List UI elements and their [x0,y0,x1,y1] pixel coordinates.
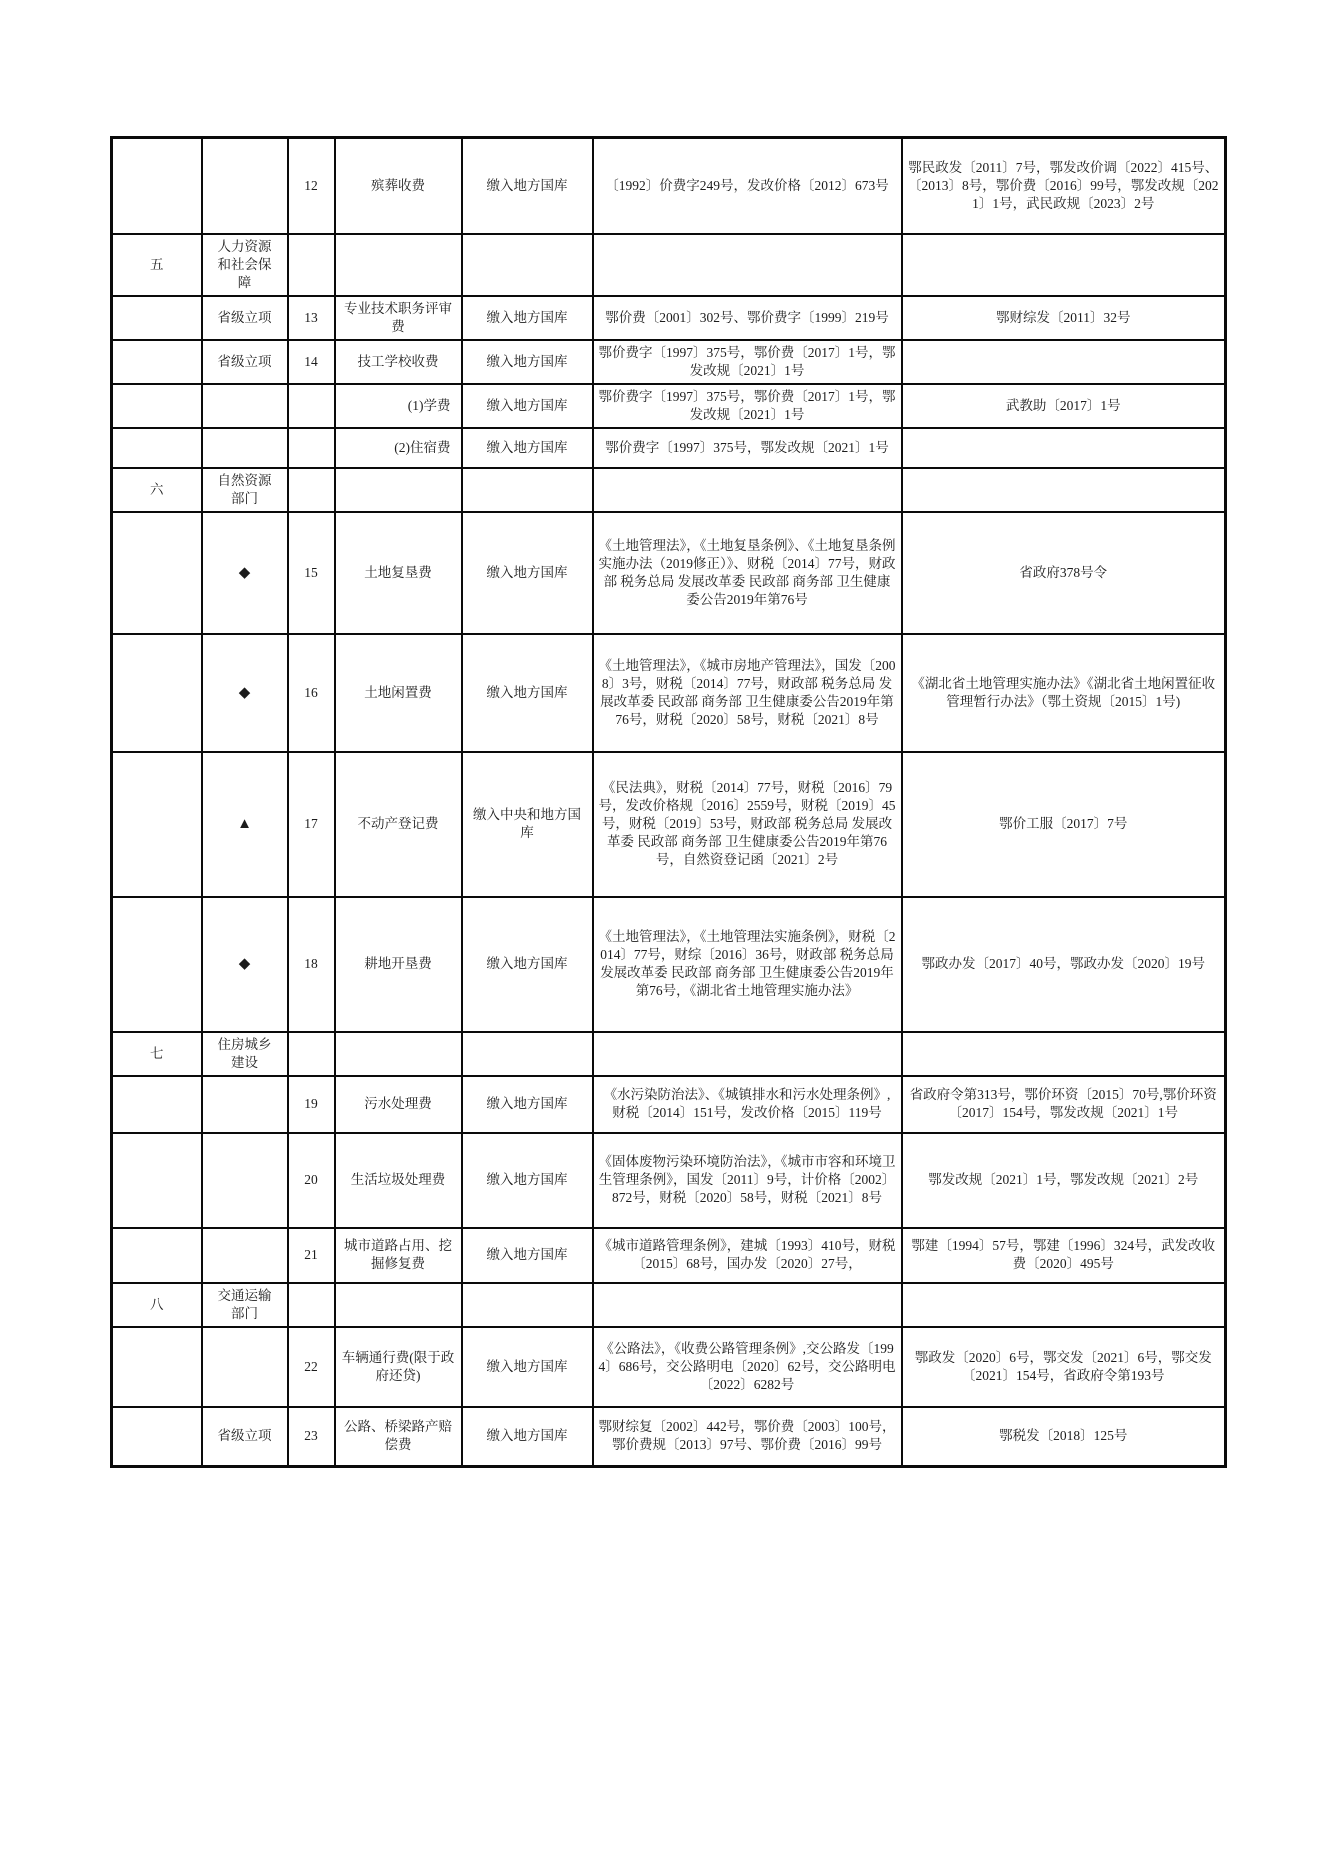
approval-docs-cell: 省政府378号令 [902,512,1226,634]
approval-docs-cell: 鄂政办发〔2017〕40号，鄂政办发〔2020〕19号 [902,897,1226,1032]
policy-basis-cell [593,1283,902,1327]
section-number-cell [112,138,202,234]
section-number-cell [112,384,202,428]
section-number-cell [112,752,202,897]
section-number-cell: 五 [112,234,202,296]
approval-docs-cell [902,428,1226,468]
approval-docs-cell [902,234,1226,296]
policy-basis-cell: 鄂财综复〔2002〕442号，鄂价费〔2003〕100号，鄂价费规〔2013〕97号、鄂价费〔2016〕99号 [593,1407,902,1467]
approval-docs-cell: 鄂价工服〔2017〕7号 [902,752,1226,897]
section-number-cell [112,1407,202,1467]
fee-name-cell: 污水处理费 [335,1076,462,1133]
approval-docs-cell: 鄂发改规〔2021〕1号，鄂发改规〔2021〕2号 [902,1133,1226,1228]
policy-basis-cell: 〔1992〕价费字249号，发改价格〔2012〕673号 [593,138,902,234]
treasury-destination-cell: 缴入地方国库 [462,634,593,752]
approval-docs-cell [902,468,1226,512]
section-number-cell [112,428,202,468]
department-cell [202,1228,288,1283]
department-cell [202,1327,288,1407]
diamond-marker-icon: ◆ [202,897,288,1032]
treasury-destination-cell: 缴入中央和地方国库 [462,752,593,897]
fee-name-cell [335,234,462,296]
approval-docs-cell: 《湖北省土地管理实施办法》《湖北省土地闲置征收管理暂行办法》（鄂土资规〔2015〕1号) [902,634,1226,752]
department-cell [202,1076,288,1133]
item-number-cell: 19 [288,1076,335,1133]
section-number-cell [112,1327,202,1407]
fee-table [110,136,1227,1468]
treasury-destination-cell: 缴入地方国库 [462,340,593,384]
item-number-cell: 12 [288,138,335,234]
section-header-row [112,1283,1226,1327]
item-number-cell: 14 [288,340,335,384]
fee-name-cell: 生活垃圾处理费 [335,1133,462,1228]
item-number-cell [288,1032,335,1076]
table-row [112,428,1226,468]
treasury-destination-cell [462,1032,593,1076]
item-number-cell [288,384,335,428]
policy-basis-cell: 鄂价费字〔1997〕375号，鄂发改规〔2021〕1号 [593,428,902,468]
treasury-destination-cell: 缴入地方国库 [462,138,593,234]
table-row [112,1228,1226,1283]
item-number-cell [288,468,335,512]
policy-basis-cell [593,468,902,512]
department-cell: 住房城乡建设 [202,1032,288,1076]
approval-docs-cell [902,340,1226,384]
approval-docs-cell [902,1283,1226,1327]
policy-basis-cell: 《固体废物污染环境防治法》，《城市市容和环境卫生管理条例》，国发〔2011〕9号，计价格〔2002〕872号，财税〔2020〕58号，财税〔2021〕8号 [593,1133,902,1228]
section-header-row [112,468,1226,512]
item-number-cell [288,234,335,296]
department-cell: 省级立项 [202,296,288,340]
treasury-destination-cell [462,468,593,512]
fee-name-cell: 土地复垦费 [335,512,462,634]
fee-name-cell [335,468,462,512]
fee-table-container [110,136,1227,1468]
department-cell: 省级立项 [202,1407,288,1467]
section-number-cell [112,296,202,340]
table-row [112,340,1226,384]
item-number-cell: 21 [288,1228,335,1283]
table-row [112,384,1226,428]
fee-name-cell: (2)住宿费 [335,428,462,468]
department-cell [202,1133,288,1228]
approval-docs-cell: 鄂建〔1994〕57号，鄂建〔1996〕324号，武发改收费〔2020〕495号 [902,1228,1226,1283]
policy-basis-cell: 鄂价费字〔1997〕375号，鄂价费〔2017〕1号，鄂发改规〔2021〕1号 [593,340,902,384]
item-number-cell: 22 [288,1327,335,1407]
treasury-destination-cell: 缴入地方国库 [462,897,593,1032]
treasury-destination-cell: 缴入地方国库 [462,1076,593,1133]
fee-name-cell: 车辆通行费(限于政府还贷) [335,1327,462,1407]
treasury-destination-cell: 缴入地方国库 [462,1228,593,1283]
treasury-destination-cell: 缴入地方国库 [462,428,593,468]
table-row [112,512,1226,634]
section-number-cell [112,1228,202,1283]
item-number-cell [288,1283,335,1327]
fee-name-cell: 专业技术职务评审费 [335,296,462,340]
policy-basis-cell: 《土地管理法》，《土地复垦条例》、《土地复垦条例实施办法（2019修正）》、财税〔2014〕77号，财政部 税务总局 发展改革委 民政部 商务部 卫生健康委公告2019年第76号 [593,512,902,634]
fee-name-cell: 公路、桥梁路产赔偿费 [335,1407,462,1467]
table-row [112,634,1226,752]
item-number-cell: 16 [288,634,335,752]
approval-docs-cell: 武教助〔2017〕1号 [902,384,1226,428]
treasury-destination-cell: 缴入地方国库 [462,512,593,634]
item-number-cell: 15 [288,512,335,634]
section-number-cell [112,340,202,384]
table-row [112,1076,1226,1133]
fee-name-cell [335,1283,462,1327]
section-number-cell [112,634,202,752]
table-row [112,1327,1226,1407]
policy-basis-cell [593,234,902,296]
item-number-cell [288,428,335,468]
department-cell: 自然资源部门 [202,468,288,512]
item-number-cell: 23 [288,1407,335,1467]
approval-docs-cell: 鄂税发〔2018〕125号 [902,1407,1226,1467]
table-row [112,1133,1226,1228]
fee-name-cell: 耕地开垦费 [335,897,462,1032]
approval-docs-cell: 鄂财综发〔2011〕32号 [902,296,1226,340]
section-header-row [112,234,1226,296]
treasury-destination-cell: 缴入地方国库 [462,296,593,340]
section-number-cell [112,1076,202,1133]
section-number-cell [112,897,202,1032]
fee-name-cell: (1)学费 [335,384,462,428]
department-cell: 省级立项 [202,340,288,384]
fee-name-cell: 不动产登记费 [335,752,462,897]
item-number-cell: 18 [288,897,335,1032]
approval-docs-cell [902,1032,1226,1076]
diamond-marker-icon: ◆ [202,634,288,752]
policy-basis-cell: 《城市道路管理条例》，建城〔1993〕410号，财税〔2015〕68号，国办发〔2020〕27号， [593,1228,902,1283]
section-number-cell [112,1133,202,1228]
section-number-cell: 八 [112,1283,202,1327]
department-cell: 交通运输部门 [202,1283,288,1327]
table-row [112,897,1226,1032]
treasury-destination-cell [462,1283,593,1327]
fee-name-cell: 技工学校收费 [335,340,462,384]
policy-basis-cell: 《土地管理法》，《城市房地产管理法》，国发〔2008〕3号，财税〔2014〕77号，财政部 税务总局 发展改革委 民政部 商务部 卫生健康委公告2019年第76号，财税〔2020〕58号，财税〔2021〕8号 [593,634,902,752]
item-number-cell: 17 [288,752,335,897]
fee-name-cell: 城市道路占用、挖掘修复费 [335,1228,462,1283]
policy-basis-cell: 《公路法》，《收费公路管理条例》,交公路发〔1994〕686号，交公路明电〔2020〕62号，交公路明电〔2022〕6282号 [593,1327,902,1407]
section-header-row [112,1032,1226,1076]
policy-basis-cell: 《土地管理法》，《土地管理法实施条例》，财税〔2014〕77号，财综〔2016〕36号，财政部 税务总局 发展改革委 民政部 商务部 卫生健康委公告2019年第76号，《湖北省土地管理实施办法》 [593,897,902,1032]
treasury-destination-cell [462,234,593,296]
item-number-cell: 20 [288,1133,335,1228]
section-number-cell [112,512,202,634]
treasury-destination-cell: 缴入地方国库 [462,384,593,428]
triangle-marker-icon: ▲ [202,752,288,897]
approval-docs-cell: 鄂政发〔2020〕6号，鄂交发〔2021〕6号，鄂交发〔2021〕154号，省政府令第193号 [902,1327,1226,1407]
approval-docs-cell: 鄂民政发〔2011〕7号，鄂发改价调〔2022〕415号、〔2013〕8号，鄂价费〔2016〕99号，鄂发改规〔2021〕1号，武民政规〔2023〕2号 [902,138,1226,234]
approval-docs-cell: 省政府令第313号，鄂价环资〔2015〕70号,鄂价环资〔2017〕154号，鄂发改规〔2021〕1号 [902,1076,1226,1133]
table-row [112,296,1226,340]
fee-name-cell: 土地闲置费 [335,634,462,752]
policy-basis-cell: 鄂价费〔2001〕302号、鄂价费字〔1999〕219号 [593,296,902,340]
department-cell: 人力资源和社会保障 [202,234,288,296]
section-number-cell: 六 [112,468,202,512]
diamond-marker-icon: ◆ [202,512,288,634]
table-row [112,1407,1226,1467]
policy-basis-cell: 《水污染防治法》、《城镇排水和污水处理条例》,财税〔2014〕151号，发改价格〔2015〕119号 [593,1076,902,1133]
section-number-cell: 七 [112,1032,202,1076]
fee-table-body [112,138,1226,1467]
table-row [112,138,1226,234]
fee-name-cell [335,1032,462,1076]
department-cell [202,428,288,468]
policy-basis-cell [593,1032,902,1076]
treasury-destination-cell: 缴入地方国库 [462,1407,593,1467]
department-cell [202,138,288,234]
fee-name-cell: 殡葬收费 [335,138,462,234]
policy-basis-cell: 鄂价费字〔1997〕375号，鄂价费〔2017〕1号，鄂发改规〔2021〕1号 [593,384,902,428]
department-cell [202,384,288,428]
table-row [112,752,1226,897]
policy-basis-cell: 《民法典》，财税〔2014〕77号，财税〔2016〕79号，发改价格规〔2016〕2559号，财税〔2019〕45号，财税〔2019〕53号，财政部 税务总局 发展改革委 民政部 商务部 卫生健康委公告2019年第76号，自然资登记函〔2021〕2号 [593,752,902,897]
treasury-destination-cell: 缴入地方国库 [462,1327,593,1407]
item-number-cell: 13 [288,296,335,340]
treasury-destination-cell: 缴入地方国库 [462,1133,593,1228]
